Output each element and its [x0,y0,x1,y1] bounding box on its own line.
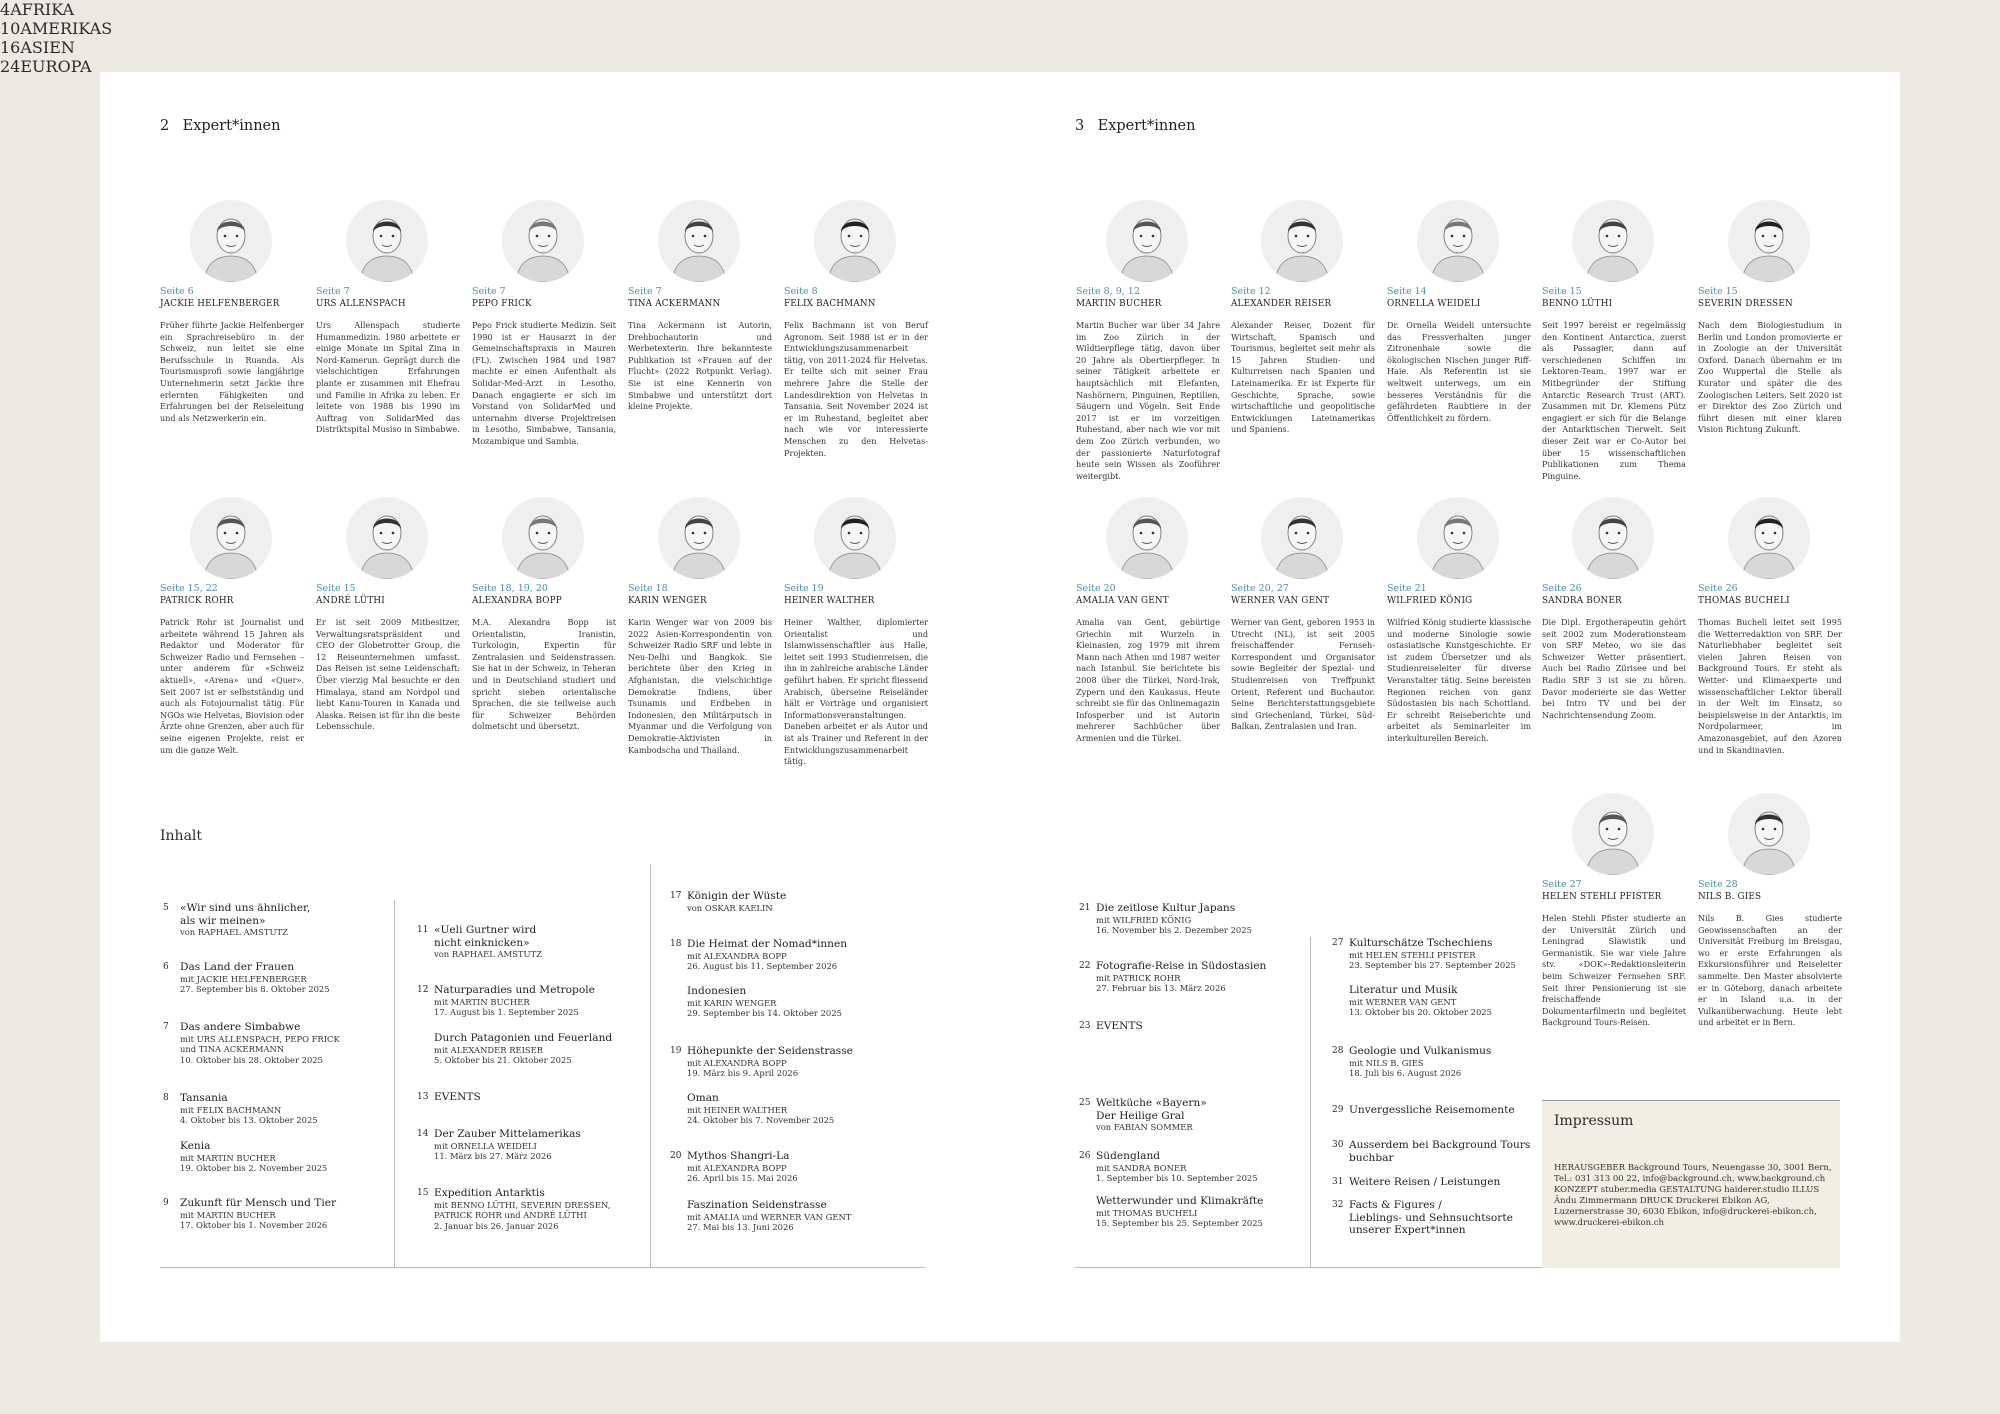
expert-page-ref: Seite 7 [628,286,662,297]
toc-region-number: 24 [0,57,21,76]
portrait-illustration [814,497,896,579]
portrait-icon [190,497,272,579]
toc-entry[interactable] [163,961,330,995]
toc-entry-page: 22 [1079,961,1091,971]
toc-entry[interactable] [1332,1176,1501,1189]
toc-entry[interactable] [687,985,842,1019]
toc-entry[interactable] [163,902,311,938]
expert-name: MARTIN BUCHER [1076,299,1162,309]
toc-entry-page: 17 [670,891,682,901]
toc-entry-title: Tansania [180,1092,228,1104]
toc-entry-page: 18 [670,939,682,949]
expert-name: ALEXANDRA BOPP [472,596,562,606]
toc-entry-people: mit WILFRIED KÖNIG [1096,914,1192,925]
expert-page-ref: Seite 26 [1542,583,1582,594]
portrait-illustration [1261,200,1343,282]
bottom-rule [160,1267,925,1268]
toc-entry[interactable] [1079,902,1252,936]
toc-entry-title: Geologie und Vulkanismus [1349,1045,1492,1057]
toc-entry[interactable] [163,1092,318,1126]
expert-bio: Martin Bucher war über 34 Jahre im Zoo Zürich in der Wildtierpflege tätig, davon über 20 Jahre als Obertierpfleger. In seiner Tätigkeit arbeitete er hauptsächlich mit Elefanten, Nashörnern, Pinguinen, Reptilien, Säugern und Vögeln. Seit Ende 2017 ist er im vorzeitigen Ruhestand, aber nach wie vor mit dem Zoo Zürich verbunden, wo der passionierte Naturfotograf heute sein Wissen als Zooführer weitergibt. [1076,320,1220,481]
expert-page-ref: Seite 8 [784,286,818,297]
toc-entry-title: Höhepunkte der Seidenstrasse [687,1045,853,1057]
toc-entry-dates: 5. Oktober bis 21. Oktober 2025 [434,1055,572,1065]
expert-bio: Urs Allenspach studierte Humanmedizin. 1980 arbeitete er einige Monate im Spital Zina in Nord-Kamerun. Geprägt durch die vielschichtigen Erfahrungen plante er zusammen mit Ehefrau und Familie in Afrika zu leben. Er leitete von 1988 bis 1990 im Auftrag von SolidarMed das Distriktspital Musiso in Simbabwe. [316,320,460,435]
toc-entry-dates: 26. August bis 11. September 2026 [687,961,838,971]
expert-name: KARIN WENGER [628,596,707,606]
toc-entry-dates: 26. April bis 15. Mai 2026 [687,1173,798,1183]
portrait-icon [502,200,584,282]
right-page-header [1075,118,1195,134]
expert-page-ref: Seite 15, 22 [160,583,218,594]
toc-entry-page: 13 [417,1092,429,1102]
toc-entry-page: 8 [163,1093,169,1103]
expert-bio: Heiner Walther, diplomierter Orientalist und Islamwissenschaftler aus Halle, leitet seit 1993 Studienreisen, die ihn in zahlreiche arabische Länder geführt haben. Er spricht fliessend Arabisch, überseine Reiseländer hält er Vorträge und organisiert Informationsveranstaltungen. Daneben arbeitet er als Autor und ist als Trainer und Referent in der Entwicklungszusammenarbeit tätig. [784,617,928,767]
page-title: Expert*innen [1097,118,1196,134]
toc-entry-people: mit JACKIE HELFENBERGER [180,973,307,984]
impressum-body: HERAUSGEBER Background Tours, Neuengasse 30, 3001 Bern, Tel.: 031 313 00 22, info@background.ch, www.background.ch KONZEPT stuber.media GESTALTUNG haiderer.studio ILLUS Ändu Zimmermann DRUCK Druckerei Ebikon AG, Luzernerstrasse 30, 6030 Ebikon, info@druckerei-ebikon.ch, www.druckerei-ebikon.ch [1554,1163,1832,1228]
expert-bio: Die Dipl. Ergotherapeutin gehört seit 2002 zum Moderationsteam von SRF Meteo, wo sie das Schweizer Wetter präsentiert. Auch bei Radio Zürisee und bei Radio SRF 3 ist sie zu hören. Davor moderierte sie das Wetter bei Intro TV und bei der Nachrichtensendung Zoom. [1542,617,1686,720]
expert-bio: Wilfried König studierte klassische und moderne Sinologie sowie ostasiatische Kunstgeschichte. Er ist zudem Übersetzer und als Studienreiseleiter für diverse Veranstalter tätig. Seine bereisten Regionen reichen von ganz Südostasien bis nach Schottland. Er schreibt Reiseberichte und arbeitet als Seminarleiter im interkulturellen Bereich. [1387,617,1531,743]
toc-entry-page: 30 [1332,1140,1344,1150]
toc-entry-people: von RAPHAEL AMSTUTZ [434,949,542,959]
toc-entry-page: 29 [1332,1105,1344,1115]
toc-entry-people: mit ALEXANDER REISER [434,1044,544,1055]
toc-entry[interactable] [670,938,848,972]
toc-entry-dates: 11. März bis 27. März 2026 [434,1151,552,1161]
expert-name: URS ALLENSPACH [316,299,406,309]
column-divider [650,864,651,1268]
portrait-icon [1417,497,1499,579]
expert-name: PATRICK ROHR [160,596,234,606]
toc-entry-people: mit ALEXANDRA BOPP [687,1162,787,1173]
expert-name: HEINER WALTHER [784,596,875,606]
portrait-icon [1261,200,1343,282]
expert-bio: Patrick Rohr ist Journalist und arbeitete während 15 Jahren als Redaktor und Moderator für Schweizer Radio und Fernsehen – unter anderem für «Schweiz aktuell», «Arena» und «Quer». Seit 2007 ist er selbstständig und auch als Fotojournalist tätig. Für NGOs wie Helvetas, Biovision oder Ärzte ohne Grenzen, aber auch für seine eigenen Projekte, reist er um die ganze Welt. [160,617,304,755]
toc-entry[interactable] [163,1021,340,1065]
expert-bio: M.A. Alexandra Bopp ist Orientalistin, Iranistin, Turkologin, Expertin für Zentralasien und Seidenstrassen. Sie hat in der Schweiz, in Teheran und in Deutschland studiert und spricht sieben orientalische Sprachen, die sie teilweise auch für Schweizer Behörden dolmetscht und übersetzt. [472,617,616,732]
toc-entry[interactable] [1096,1195,1263,1229]
toc-entry-people: mit HEINER WALTHER [687,1104,788,1115]
expert-name: WILFRIED KÖNIG [1387,596,1473,606]
expert-bio: Nils B. Gies studierte Geowissenschaften an der Universität Freiburg im Breisgau, wo er erste Erfahrungen als Exkursionsführer und Reiseleiter sammelte. Den Master absolvierte er in Göteborg, danach arbeitete er in Island u.a. in der Vulkanüberwachung. Heute lebt und arbeitet er in Bern. [1698,913,1842,1028]
portrait-illustration [1106,200,1188,282]
expert-page-ref: Seite 26 [1698,583,1738,594]
portrait-illustration [1417,497,1499,579]
expert-bio: Werner van Gent, geboren 1953 in Utrecht (NL), ist seit 2005 freischaffender Fernseh-Korrespondent und Organisator sowie Begleiter der Spezial- und Studienreisen von Treffpunkt Orient, Referent und Buchautor. Seine Berichterstattungsgebiete sind Griechenland, Türkei, Süd-Balkan, Zentralasien und Iran. [1231,617,1375,732]
portrait-icon [1572,200,1654,282]
toc-entry-people: mit BENNO LÜTHI, SEVERIN DRESSEN, PATRICK ROHR und ANDRÉ LÜTHI [434,1199,611,1220]
expert-bio: Amalia van Gent, gebürtige Griechin mit Wurzeln in Kleinasien, zog 1979 mit ihrem Mann nach Athen und 1987 weiter nach Istanbul. Sie berichtete bis 2008 über die Türkei, Nord-Irak, Zypern und den Kaukasus. Heute schreibt sie für das Onlinemagazin Infosperber und ist Autorin mehrerer Sachbücher über Armenien und die Türkei. [1076,617,1220,743]
toc-entry-people: mit THOMAS BUCHELI [1096,1207,1198,1218]
portrait-icon [1261,497,1343,579]
toc-entry[interactable] [1332,1045,1492,1079]
toc-entry[interactable] [1079,960,1267,994]
expert-name: WERNER VAN GENT [1231,596,1330,606]
toc-entry-title: Expedition Antarktis [434,1187,545,1199]
expert-bio: Alexander Reiser, Dozent für Wirtschaft, Spanisch und Tourismus, begleitet seit mehr als 15 Jahren Studien- und Kulturreisen nach Spanien und Lateinamerika. Er ist Experte für Geschichte, Sprache, sowie wirtschaftliche und geopolitische Entwicklungen Lateinamerikas und Spaniens. [1231,320,1375,435]
toc-entry[interactable] [417,1128,581,1162]
toc-entry[interactable] [687,1092,834,1126]
toc-entry-title: «Ueli Gurtner wird nicht einknicken» [434,924,537,949]
portrait-illustration [1572,497,1654,579]
toc-entry-page: 28 [1332,1046,1344,1056]
toc-entry-dates: 27. Mai bis 13. Juni 2026 [687,1222,794,1232]
toc-entry-people: mit ALEXANDRA BOPP [687,950,787,961]
toc-entry-title: Indonesien [687,985,747,997]
toc-region-label: EUROPA [20,57,92,76]
toc-entry-page: 25 [1079,1098,1091,1108]
toc-entry-dates: 2. Januar bis 26. Januar 2026 [434,1220,559,1231]
toc-entry-page: 20 [670,1151,682,1161]
portrait-icon [1572,793,1654,875]
portrait-icon [658,497,740,579]
portrait-illustration [1572,793,1654,875]
toc-entry-dates: 29. September bis 14. Oktober 2025 [687,1008,842,1018]
toc-entry-people: mit WERNER VAN GENT [1349,996,1457,1007]
portrait-icon [346,497,428,579]
toc-entry[interactable] [434,1032,612,1066]
toc-entry-dates: 17. Oktober bis 1. November 2026 [180,1220,328,1230]
toc-entry[interactable] [1332,937,1516,971]
toc-entry[interactable] [163,1197,337,1231]
toc-entry-title: EVENTS [1096,1020,1143,1032]
expert-name: THOMAS BUCHELI [1698,596,1790,606]
portrait-illustration [190,497,272,579]
expert-page-ref: Seite 15 [316,583,356,594]
toc-entry-people: mit PATRICK ROHR [1096,972,1181,983]
toc-entry-people: mit MARTIN BUCHER [180,1152,276,1163]
expert-page-ref: Seite 28 [1698,879,1738,890]
toc-region [0,38,2000,57]
expert-page-ref: Seite 18 [628,583,668,594]
toc-entry[interactable] [670,890,787,913]
toc-entry-page: 31 [1332,1177,1344,1187]
toc-entry[interactable] [417,1187,611,1231]
toc-entry[interactable] [417,984,595,1018]
page-number: 3 [1075,118,1085,134]
toc-entry-dates: 16. November bis 2. Dezember 2025 [1096,925,1252,935]
toc-entry-dates: 4. Oktober bis 13. Oktober 2025 [180,1115,318,1125]
toc-entry-title: Kulturschätze Tschechiens [1349,937,1493,949]
toc-entry-people: mit NILS B. GIES [1349,1057,1424,1068]
expert-page-ref: Seite 21 [1387,583,1427,594]
column-divider [1310,937,1311,1268]
toc-region-label: ASIEN [20,38,75,57]
toc-entry-people: von FABIAN SOMMER [1096,1122,1193,1132]
portrait-icon [1728,793,1810,875]
toc-entry[interactable] [180,1140,327,1174]
portrait-illustration [1417,200,1499,282]
toc-entry-title: Kenia [180,1140,211,1152]
toc-region-number: 4 [0,0,11,19]
toc-entry[interactable] [670,1150,798,1184]
toc-entry[interactable] [1349,984,1492,1018]
toc-entry[interactable] [670,1045,853,1079]
toc-entry[interactable] [1079,1020,1143,1033]
portrait-illustration [1572,200,1654,282]
expert-page-ref: Seite 20 [1076,583,1116,594]
portrait-illustration [346,497,428,579]
toc-entry-title: Fotografie-Reise in Südostasien [1096,960,1267,972]
toc-entry-dates: 19. Oktober bis 2. November 2025 [180,1163,328,1173]
toc-entry-page: 9 [163,1198,169,1208]
toc-entry-people: mit KARIN WENGER [687,997,777,1008]
toc-entry-page: 5 [163,903,169,913]
portrait-illustration [502,497,584,579]
toc-entry-page: 15 [417,1188,429,1198]
expert-page-ref: Seite 14 [1387,286,1427,297]
toc-entry-title: Weitere Reisen / Leistungen [1349,1176,1501,1188]
portrait-icon [190,200,272,282]
expert-page-ref: Seite 15 [1542,286,1582,297]
portrait-icon [1417,200,1499,282]
toc-entry-people: mit SANDRA BONER [1096,1162,1187,1173]
toc-entry[interactable] [417,1091,481,1104]
expert-name: BENNO LÜTHI [1542,299,1613,309]
toc-region-label: AMERIKAS [20,19,113,38]
toc-entry-page: 27 [1332,938,1344,948]
toc-entry-dates: 10. Oktober bis 28. Oktober 2025 [180,1054,323,1065]
portrait-illustration [1728,200,1810,282]
toc-entry-dates: 15. September bis 25. September 2025 [1096,1218,1263,1228]
portrait-icon [1728,497,1810,579]
expert-name: ORNELLA WEIDELI [1387,299,1481,309]
toc-entry[interactable] [1332,1104,1515,1117]
toc-entry-dates: 24. Oktober bis 7. November 2025 [687,1115,835,1125]
toc-entry-title: Literatur und Musik [1349,984,1458,996]
impressum-title: Impressum [1554,1113,1634,1129]
toc-entry-title: Oman [687,1092,719,1104]
column-divider [394,900,395,1268]
toc-entry-people: mit AMALIA und WERNER VAN GENT [687,1211,852,1222]
expert-page-ref: Seite 15 [1698,286,1738,297]
toc-region-label: AFRIKA [10,0,75,19]
toc-entry-dates: 13. Oktober bis 20. Oktober 2025 [1349,1007,1492,1017]
portrait-illustration [1106,497,1188,579]
toc-entry-title: Zukunft für Mensch und Tier [180,1197,337,1209]
toc-entry-people: von RAPHAEL AMSTUTZ [180,927,288,937]
toc-entry-title: Mythos Shangri-La [687,1150,790,1162]
toc-region [0,0,2000,19]
toc-entry-people: mit MARTIN BUCHER [180,1209,276,1220]
toc-entry-title: Der Zauber Mittelamerikas [434,1128,581,1140]
expert-name: JACKIE HELFENBERGER [160,299,280,309]
toc-entry-dates: 18. Juli bis 6. August 2026 [1349,1068,1462,1078]
expert-page-ref: Seite 20, 27 [1231,583,1289,594]
portrait-illustration [658,497,740,579]
toc-entry-dates: 19. März bis 9. April 2026 [687,1068,799,1078]
toc-entry-title: Durch Patagonien und Feuerland [434,1032,613,1044]
toc-entry-dates: 1. September bis 10. September 2025 [1096,1173,1258,1183]
toc-entry-title: Faszination Seidenstrasse [687,1199,827,1211]
toc-entry-people: mit URS ALLENSPACH, PEPO FRICK und TINA ACKERMANN [180,1033,340,1054]
toc-entry-page: 23 [1079,1021,1091,1031]
expert-name: ANDRÉ LÜTHI [316,596,385,606]
expert-page-ref: Seite 6 [160,286,194,297]
toc-entry-title: Königin der Wüste [687,890,787,902]
toc-entry-title: Südengland [1096,1150,1161,1162]
expert-name: AMALIA VAN GENT [1076,596,1169,606]
toc-title: Inhalt [160,828,203,844]
left-page-header [160,118,280,134]
toc-entry-title: Wetterwunder und Klimakräfte [1096,1195,1264,1207]
portrait-illustration [1728,793,1810,875]
toc-entry-page: 12 [417,985,429,995]
toc-entry-people: von OSKAR KAELIN [687,902,773,913]
toc-entry-title: Weltküche «Bayern» Der Heilige Gral [1096,1097,1207,1122]
expert-bio: Früher führte Jackie Helfenberger ein Sprachreisebüro in der Schweiz, nun leitet sie eine Berufsschule in Ruanda. Als Tourismusprofi sowie langjährige Unternehmerin setzt Jackie ihre erlernten Fähigkeiten und Erfahrungen bei der Reiseleitung und als Netzwerkerin ein. [160,320,304,423]
portrait-illustration [190,200,272,282]
expert-bio: Pepo Frick studierte Medizin. Seit 1990 ist er Hausarzt in der Gemeinschaftspraxis in Mauren (FL). Zwischen 1984 und 1987 machte er einen Aufenthalt als Solidar-Med-Arzt in Lesotho. Danach engagierte er sich im Vorstand von SolidarMed und unternahm diverse Projektreisen in Lesotho, Simbabwe, Tansania, Mozambique und Sambia. [472,320,616,446]
portrait-icon [1106,497,1188,579]
expert-bio: Er ist seit 2009 Mitbesitzer, Verwaltungsratspräsident und CEO der Globetrotter Group, die 12 Reiseunternehmen umfasst. Das Reisen ist seine Leidenschaft: Über vierzig Mal besuchte er den Himalaya, stand am Nordpol und liebt Kanu-Touren in Kanada und Alaska. Reisen ist für ihn die beste Lebensschule. [316,617,460,732]
toc-entry-dates: 27. September bis 8. Oktober 2025 [180,984,330,994]
expert-name: TINA ACKERMANN [628,299,721,309]
toc-entry-title: Naturparadies und Metropole [434,984,595,996]
toc-entry-title: Ausserdem bei Background Tours buchbar [1349,1139,1531,1164]
expert-name: ALEXANDER REISER [1231,299,1332,309]
toc-region-number: 10 [0,19,21,38]
page-number: 2 [160,118,170,134]
portrait-icon [346,200,428,282]
expert-name: PEPO FRICK [472,299,532,309]
toc-entry[interactable] [1079,1097,1207,1133]
portrait-icon [658,200,740,282]
portrait-illustration [1728,497,1810,579]
toc-entry-people: mit FELIX BACHMANN [180,1104,282,1115]
toc-entry[interactable] [1332,1139,1531,1164]
expert-page-ref: Seite 7 [472,286,506,297]
toc-entry-page: 21 [1079,903,1091,913]
expert-bio: Tina Ackermann ist Autorin, Drehbuchautorin und Werbetexterin. Ihre bekannteste Publikation ist «Frauen auf der Flucht» (2022 Rotpunkt Verlag). Sie ist eine Kennerin von Simbabwe und unterstützt dort kleine Projekte. [628,320,772,412]
toc-entry-title: Das Land der Frauen [180,961,295,973]
toc-region [0,19,2000,38]
toc-entry-page: 32 [1332,1200,1344,1210]
portrait-icon [814,200,896,282]
toc-entry-people: mit ALEXANDRA BOPP [687,1057,787,1068]
expert-bio: Seit 1997 bereist er regelmässig den Kontinent Antarctica, zuerst als Passagier, dann auf verschiedenen Schiffen im Lektoren-Team. 1997 war er Mitbegründer der Stiftung Antarctic Research Trust (ART). Zusammen mit Dr. Klemens Pütz engagiert er sich für die Belange der Antarktischen Tierwelt. Seit dieser Zeit war er Co-Autor bei über 15 wissenschaftlichen Publikationen zum Thema Pinguine. [1542,320,1686,481]
expert-bio: Helen Stehli Pfister studierte an der Universität Zürich und Leningrad Slawistik und Germanistik. Sie war viele Jahre stv. «DOK»-Redaktionsleiterin beim Schweizer Fernsehen SRF. Seit ihrer Pensionierung ist sie freischaffende Dokumentarfilmerin und begleitet Background Tours-Reisen. [1542,913,1686,1028]
toc-entry-dates: 17. August bis 1. September 2025 [434,1007,579,1017]
expert-name: HELEN STEHLI PFISTER [1542,892,1662,902]
expert-page-ref: Seite 18, 19, 20 [472,583,548,594]
toc-entry-title: Die zeitlose Kultur Japans [1096,902,1236,914]
toc-entry-page: 6 [163,962,169,972]
toc-entry-people: mit HELEN STEHLI PFISTER [1349,949,1476,960]
expert-page-ref: Seite 27 [1542,879,1582,890]
toc-entry-dates: 27. Februar bis 13. März 2026 [1096,983,1226,993]
toc-entry-dates: 23. September bis 27. September 2025 [1349,960,1516,970]
portrait-icon [502,497,584,579]
toc-entry-title: Unvergessliche Reisemomente [1349,1104,1515,1116]
expert-bio: Thomas Bucheli leitet seit 1995 die Wetterredaktion von SRF. Der Naturliebhaber begleitet seit vielen Jahren Reisen von Background Tours. Er steht als Wetter- und Klimaexperte und wissenschaftlicher Lektor überall in der Welt im Einsatz, so beispielsweise in der Antarktis, im Nordpolarmeer, im Amazonasgebiet, auf den Azoren und in Skandinavien. [1698,617,1842,755]
toc-entry-people: mit MARTIN BUCHER [434,996,530,1007]
expert-bio: Nach dem Biologiestudium in Berlin und London promovierte er in Zoologie an der Universität Oxford. Danach übernahm er im Zoo Wuppertal die Stelle als Kurator und später die des Zoologischen Leiters. Seit 2020 ist er Direktor des Zoo Zürich und führt diesen mit einer klaren Vision Richtung Zukunft. [1698,320,1842,435]
portrait-icon [1728,200,1810,282]
toc-region-number: 16 [0,38,21,57]
expert-page-ref: Seite 7 [316,286,350,297]
expert-bio: Felix Bachmann ist von Beruf Agronom. Seit 1988 ist er in der Entwicklungszusammenarbeit tätig, von 2011-2024 für Helvetas. Er teilte sich mit seiner Frau mehrere Jahre die Stelle der Landesdirektion von Helvetas in Tansania. Seit November 2024 ist er im Ruhestand, begleitet aber nach wie vor interessierte Menschen zu den Helvetas-Projekten. [784,320,928,458]
toc-entry-title: Das andere Simbabwe [180,1021,301,1033]
toc-entry[interactable] [687,1199,851,1233]
toc-entry[interactable] [417,924,542,960]
portrait-icon [814,497,896,579]
portrait-icon [1572,497,1654,579]
portrait-illustration [502,200,584,282]
expert-page-ref: Seite 8, 9, 12 [1076,286,1140,297]
toc-entry-page: 19 [670,1046,682,1056]
expert-bio: Karin Wenger war von 2009 bis 2022 Asien-Korrespondentin von Schweizer Radio SRF und lebte in Neu-Delhi und Bangkok. Sie berichtete über den Krieg in Afghanistan, die vielschichtige Demokratie Indiens, über Tsunamis und Erdbeben in Indonesien, den Militärputsch in Myanmar und die Verfolgung von Demokratie-Aktivisten in Kambodscha und Thailand. [628,617,772,755]
expert-bio: Dr. Ornella Weideli untersuchte das Fressverhalten junger Zitronenhaie sowie die ökologischen Nischen junger Riff-Haie. Als Referentin ist sie weltweit unterwegs, um ein besseres Verständnis für die gefährdeten Raubtiere in der Öffentlichkeit zu fördern. [1387,320,1531,423]
toc-entry[interactable] [1079,1150,1258,1184]
page-title: Expert*innen [182,118,281,134]
toc-entry-people: mit ORNELLA WEIDELI [434,1140,537,1151]
expert-name: NILS B. GIES [1698,892,1762,902]
toc-entry-page: 11 [417,925,429,935]
portrait-icon [1106,200,1188,282]
portrait-illustration [1261,497,1343,579]
expert-name: SEVERIN DRESSEN [1698,299,1793,309]
expert-page-ref: Seite 12 [1231,286,1271,297]
toc-entry-page: 26 [1079,1151,1091,1161]
toc-entry-title: Facts & Figures / Lieblings- und Sehnsuchtsorte unserer Expert*innen [1349,1199,1513,1236]
toc-entry-title: Die Heimat der Nomad*innen [687,938,848,950]
portrait-illustration [814,200,896,282]
portrait-illustration [658,200,740,282]
impressum-box [1542,1100,1840,1268]
expert-page-ref: Seite 19 [784,583,824,594]
toc-entry-page: 14 [417,1129,429,1139]
toc-entry[interactable] [1332,1199,1513,1237]
expert-name: FELIX BACHMANN [784,299,876,309]
portrait-illustration [346,200,428,282]
toc-entry-title: «Wir sind uns ähnlicher, als wir meinen» [180,902,311,927]
toc-entry-title: EVENTS [434,1091,481,1103]
toc-entry-page: 7 [163,1022,169,1032]
expert-name: SANDRA BONER [1542,596,1622,606]
